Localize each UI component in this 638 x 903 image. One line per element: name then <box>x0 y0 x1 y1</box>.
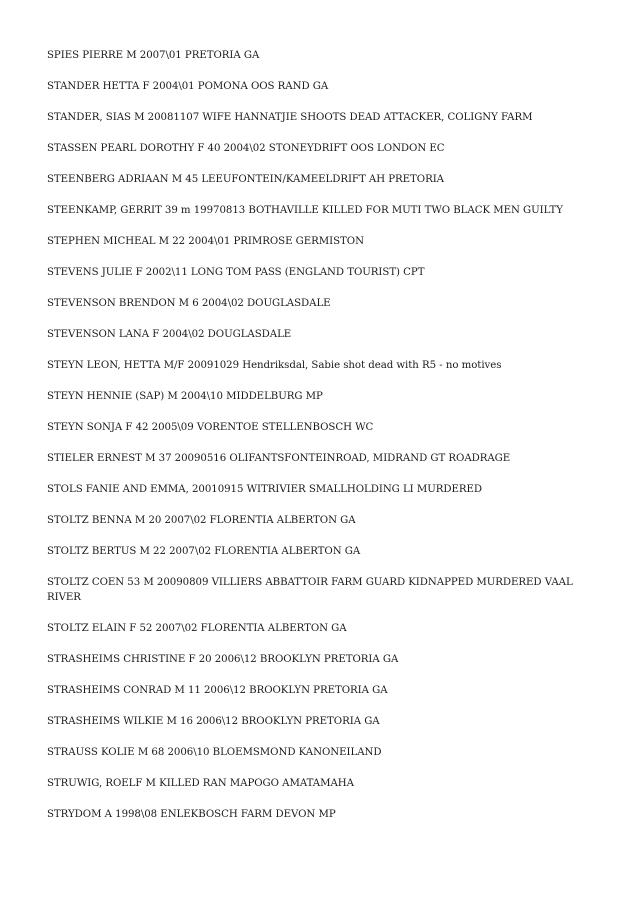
list-entry: STRASHEIMS WILKIE M 16 2006\12 BROOKLYN PRETORIA GA <box>47 716 380 727</box>
list-entry: STEYN HENNIE (SAP) M 2004\10 MIDDELBURG MP <box>47 391 323 402</box>
list-entry: STRUWIG, ROELF M KILLED RAN MAPOGO AMATAMAHA <box>47 778 354 789</box>
list-entry: STEENBERG ADRIAAN M 45 LEEUFONTEIN/KAMEELDRIFT AH PRETORIA <box>47 174 444 185</box>
list-entry: STRYDOM A 1998\08 ENLEKBOSCH FARM DEVON MP <box>47 809 336 820</box>
list-entry: STEVENSON LANA F 2004\02 DOUGLASDALE <box>47 329 292 340</box>
list-entry: STRAUSS KOLIE M 68 2006\10 BLOEMSMOND KANONEILAND <box>47 747 382 758</box>
list-entry: STOLS FANIE AND EMMA, 20010915 WITRIVIER SMALLHOLDING LI MURDERED <box>47 484 483 495</box>
list-entry: STASSEN PEARL DOROTHY F 40 2004\02 STONEYDRIFT OOS LONDON EC <box>47 143 445 154</box>
list-entry: STOLTZ COEN 53 M 20090809 VILLIERS ABBATTOIR FARM GUARD KIDNAPPED MURDERED VAAL RIVER <box>47 577 573 603</box>
list-entry: STOLTZ BERTUS M 22 2007\02 FLORENTIA ALBERTON GA <box>47 546 361 557</box>
list-entry: STEYN SONJA F 42 2005\09 VORENTOE STELLENBOSCH WC <box>47 422 374 433</box>
entry-list <box>47 48 607 838</box>
list-entry: STEVENSON BRENDON M 6 2004\02 DOUGLASDALE <box>47 298 331 309</box>
list-entry: STEENKAMP, GERRIT 39 m 19970813 BOTHAVILLE KILLED FOR MUTI TWO BLACK MEN GUILTY <box>47 205 563 216</box>
list-entry: STANDER, SIAS M 20081107 WIFE HANNATJIE SHOOTS DEAD ATTACKER, COLIGNY FARM <box>47 112 533 123</box>
list-entry: STEPHEN MICHEAL M 22 2004\01 PRIMROSE GERMISTON <box>47 236 364 247</box>
list-entry: STOLTZ ELAIN F 52 2007\02 FLORENTIA ALBERTON GA <box>47 623 347 634</box>
list-entry: STOLTZ BENNA M 20 2007\02 FLORENTIA ALBERTON GA <box>47 515 356 526</box>
list-entry: STRASHEIMS CHRISTINE F 20 2006\12 BROOKLYN PRETORIA GA <box>47 654 399 665</box>
list-entry: STEYN LEON, HETTA M/F 20091029 Hendriksdal, Sabie shot dead with R5 - no motives <box>47 360 502 371</box>
list-entry: STRASHEIMS CONRAD M 11 2006\12 BROOKLYN PRETORIA GA <box>47 685 388 696</box>
list-entry: SPIES PIERRE M 2007\01 PRETORIA GA <box>47 50 260 61</box>
list-entry: STANDER HETTA F 2004\01 POMONA OOS RAND GA <box>47 81 329 92</box>
list-entry: STIELER ERNEST M 37 20090516 OLIFANTSFONTEINROAD, MIDRAND GT ROADRAGE <box>47 453 511 464</box>
list-entry: STEVENS JULIE F 2002\11 LONG TOM PASS (ENGLAND TOURIST) CPT <box>47 267 425 278</box>
